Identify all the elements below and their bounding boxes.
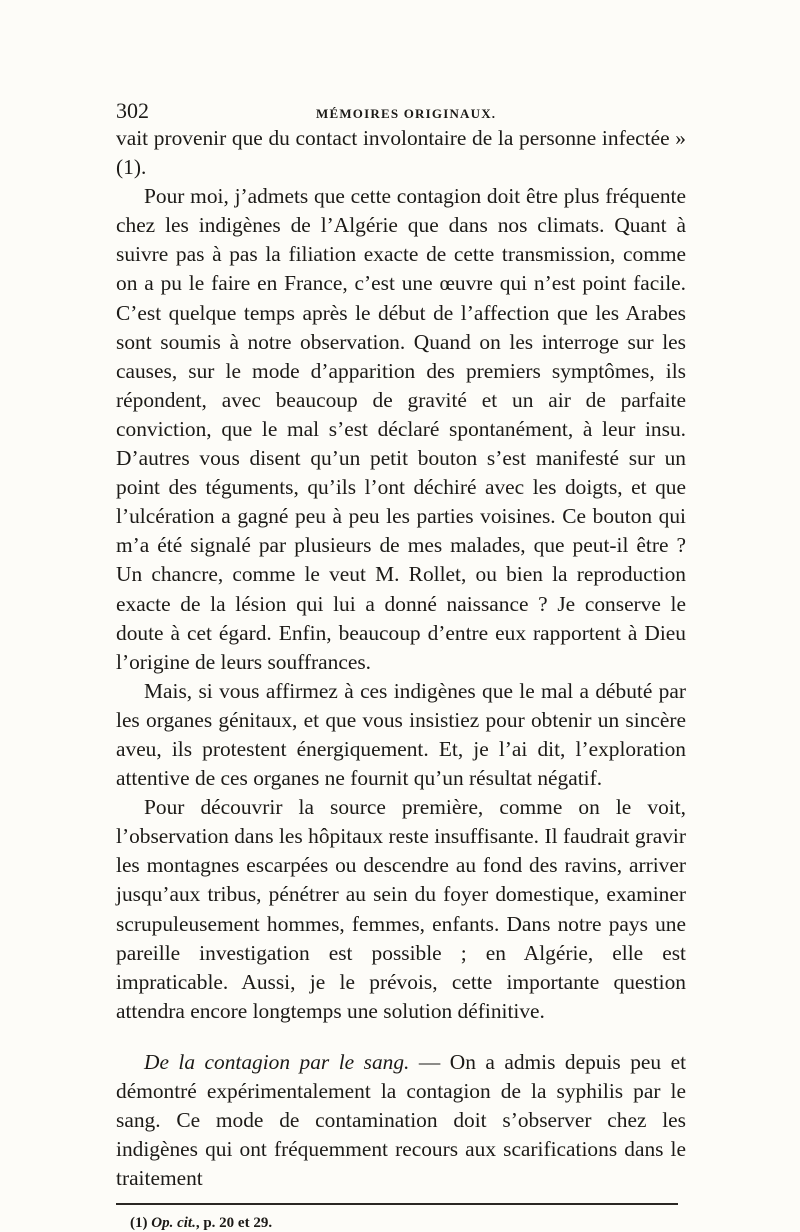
- paragraph: Pour découvrir la source première, comme on le voit, l’observation dans les hôpitaux reste insuffisante. Il faudrait gravir les montagnes escarpées ou descendre au fond des ravins, arriver jusqu’aux tribus, pénétrer au sein du foyer domestique, examiner scrupuleusement hommes, femmes, enfants. Dans notre pays une pareille investigation est possible ; en Algérie, elle est impraticable. Aussi, je le prévois, cette importante question attendra encore longtemps une solution définitive.: [116, 795, 686, 1023]
- footnote-pages: , p. 20 et 29.: [195, 1215, 273, 1232]
- section-text: On a admis depuis peu et démontré expérimentalement la contagion de la syphilis par le sang. Ce mode de contamination doit s’observer chez les indigènes qui ont fréquemment recours aux scarifications dans le traitement: [116, 1049, 687, 1191]
- body-text: [116, 124, 686, 1193]
- footnote-marker: (1): [130, 1215, 148, 1232]
- paragraph: Mais, si vous affirmez à ces indigènes que le mal a débuté par les organes génitaux, et que vous insistiez pour obtenir un sincère aveu, ils protestent énergiquement. Et, je l’ai dit, l’exploration attentive de ces organes ne fournit qu’un résultat négatif.: [116, 678, 686, 791]
- page-number: 302: [116, 98, 149, 123]
- footnote-divider: [116, 1203, 678, 1205]
- paragraph: Pour moi, j’admets que cette contagion doit être plus fréquente chez les indigènes de l’Algérie que dans nos climats. Quant à suivre pas à pas la filiation exacte de cette transmission, comme on a pu le faire en France, c’est une œuvre qui n’est point facile. C’est quelque temps après le début de l’affection que les Arabes sont soumis à notre observation. Quand on les interroge sur les causes, sur le mode d’apparition des premiers symptômes, ils répondent, avec beaucoup de gravité et un air de parfaite conviction, que le mal s’est déclaré spontanément, à leur insu. D’autres vous disent qu’un petit bouton s’est manifesté sur un point des téguments, qu’ils l’ont déchiré avec les doigts, et que l’ulcération a gagné peu à peu les parties voisines. Ce bouton qui m’a été signalé par plusieurs de mes malades, que peut-il être ? Un chancre, comme le veut M. Rollet, ou bien la reproduction exacte de la lésion qui lui a donné naissance ? Je conserve le doute à cet égard. Enfin, beaucoup d’entre eux rapportent à Dieu l’origine de leurs souffrances.: [116, 184, 686, 674]
- paragraph: vait provenir que du contact involontaire de la personne infectée » (1).: [116, 126, 686, 180]
- page: [116, 98, 686, 1232]
- running-head: MÉMOIRES ORIGINAUX.: [316, 106, 497, 121]
- section-paragraph: [116, 1048, 686, 1193]
- footnote-reference: Op. cit.: [151, 1215, 196, 1232]
- footnote: [130, 1215, 686, 1232]
- section-dash: —: [409, 1049, 450, 1074]
- page-header: [116, 98, 686, 124]
- section-title: De la contagion par le sang.: [144, 1049, 410, 1074]
